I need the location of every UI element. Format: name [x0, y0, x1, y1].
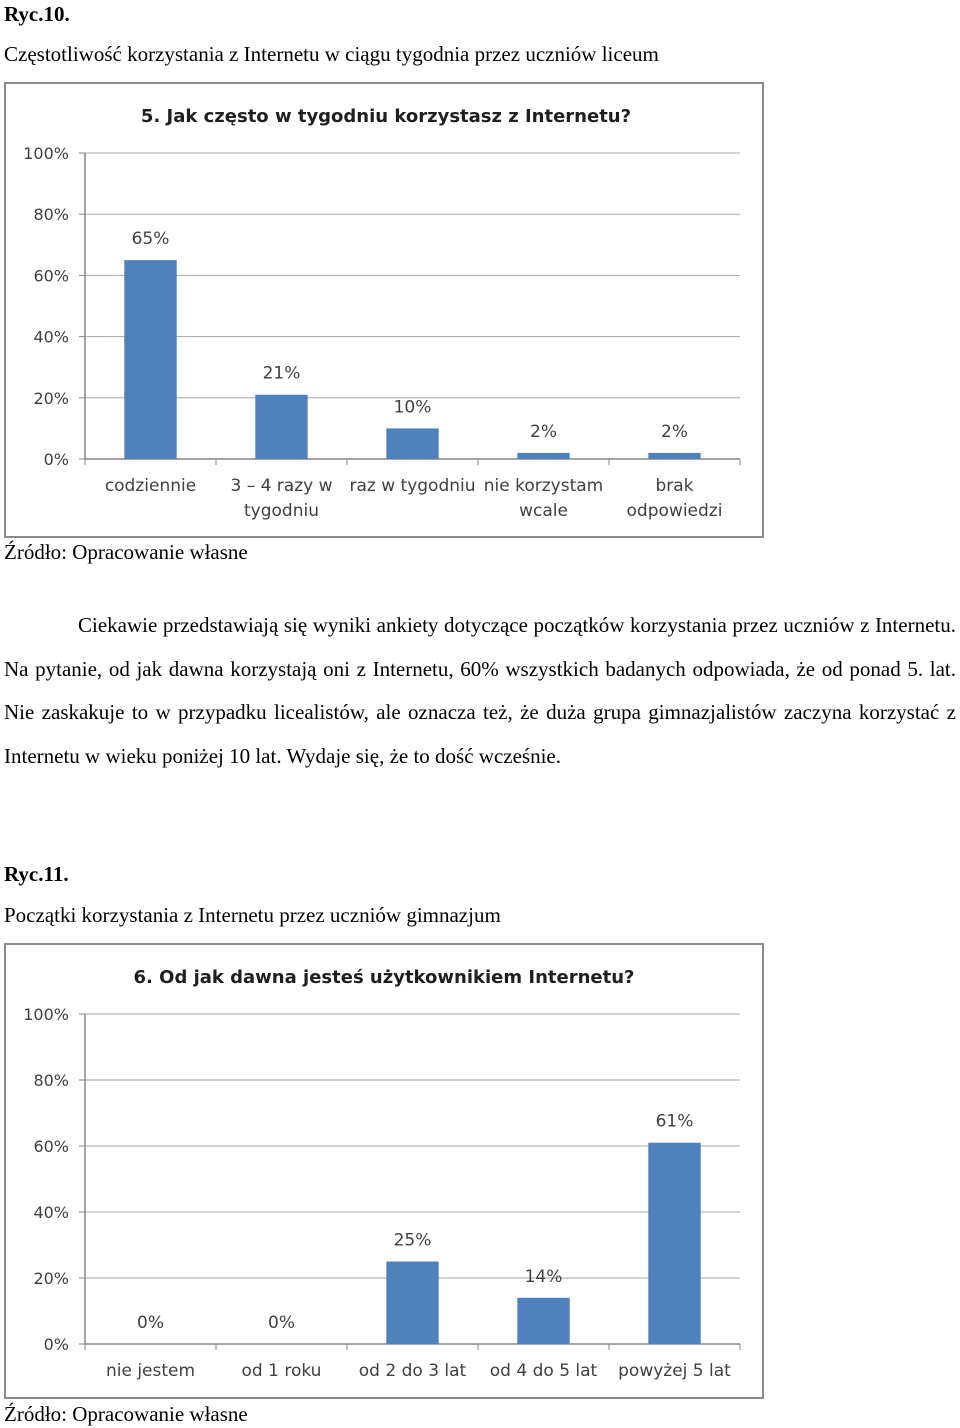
figure-1-caption: Częstotliwość korzystania z Internetu w ciągu tygodnia przez uczniów liceum	[4, 42, 659, 66]
category-label: codziennie	[104, 476, 197, 496]
chart-2	[4, 943, 764, 1399]
category-label: odpowiedzi	[626, 501, 723, 521]
category-label: od 2 do 3 lat	[358, 1361, 467, 1381]
figure-1-label: Ryc.10.	[4, 2, 70, 26]
data-label: 61%	[655, 1111, 694, 1132]
data-label: 0%	[137, 1313, 164, 1333]
y-tick-label: 0%	[43, 450, 69, 469]
category-label: powyżej 5 lat	[618, 1361, 731, 1381]
category-label: 3 – 4 razy w	[230, 476, 333, 496]
y-tick-label: 100%	[23, 144, 69, 163]
figure-2-caption: Początki korzystania z Internetu przez uczniów gimnazjum	[4, 903, 501, 927]
category-label: raz w tygodniu	[349, 476, 476, 496]
chart-1-svg	[6, 84, 762, 536]
y-tick-label: 0%	[43, 1335, 69, 1354]
y-tick-label: 60%	[33, 266, 69, 286]
figure-2-source: Źródło: Opracowanie własne	[4, 1402, 248, 1426]
y-tick-label: 60%	[33, 1137, 69, 1156]
chart-title: 5. Jak często w tygodniu korzystasz z Internetu?	[140, 106, 632, 127]
category-label: wcale	[519, 501, 568, 521]
chart-title: 6. Od jak dawna jesteś użytkownikiem Internetu?	[133, 967, 635, 988]
data-label: 65%	[131, 229, 170, 250]
figure-1-source: Źródło: Opracowanie własne	[4, 540, 248, 564]
bar	[124, 260, 176, 459]
category-label: tygodniu	[244, 501, 319, 521]
data-label: 0%	[268, 1313, 295, 1333]
data-label: 25%	[393, 1230, 432, 1251]
figure-2-label: Ryc.11.	[4, 862, 69, 886]
category-label: od 1 roku	[241, 1361, 322, 1381]
data-label: 2%	[661, 421, 688, 442]
data-label: 2%	[530, 421, 557, 442]
y-tick-label: 40%	[33, 327, 69, 347]
bar	[517, 1298, 569, 1344]
bar	[386, 428, 438, 459]
category-label: nie jestem	[105, 1361, 196, 1381]
bar	[648, 453, 700, 459]
data-label: 14%	[524, 1266, 563, 1287]
category-label: brak	[655, 476, 694, 496]
category-label: nie korzystam	[483, 476, 604, 496]
bar	[517, 453, 569, 459]
y-tick-label: 40%	[33, 1203, 69, 1222]
y-tick-label: 80%	[33, 205, 69, 225]
body-paragraph-text: Ciekawie przedstawiają się wyniki ankiety dotyczące początków korzystania przez uczniów z Internetu. Na pytanie, od jak dawna korzystają oni z Internetu, 60% wszystkich badanych odpowiada, że od ponad 5. lat. Nie zaskakuje to w przypadku licealistów, ale oznacza też, że duża grupa gimnazjalistów zaczyna korzystać z Internetu w wieku poniżej 10 lat. Wydaje się, że to dość wcześnie.	[4, 613, 956, 768]
data-label: 10%	[393, 397, 432, 418]
bar	[648, 1143, 700, 1344]
y-tick-label: 100%	[23, 1005, 69, 1024]
data-label: 21%	[262, 363, 301, 384]
y-tick-label: 20%	[33, 1269, 69, 1288]
bar	[386, 1262, 438, 1345]
chart-1	[4, 82, 764, 538]
y-tick-label: 20%	[33, 388, 69, 408]
chart-2-svg	[6, 945, 762, 1397]
y-tick-label: 80%	[33, 1071, 69, 1090]
body-paragraph	[4, 604, 956, 778]
bar	[255, 395, 307, 459]
category-label: od 4 do 5 lat	[489, 1361, 598, 1381]
